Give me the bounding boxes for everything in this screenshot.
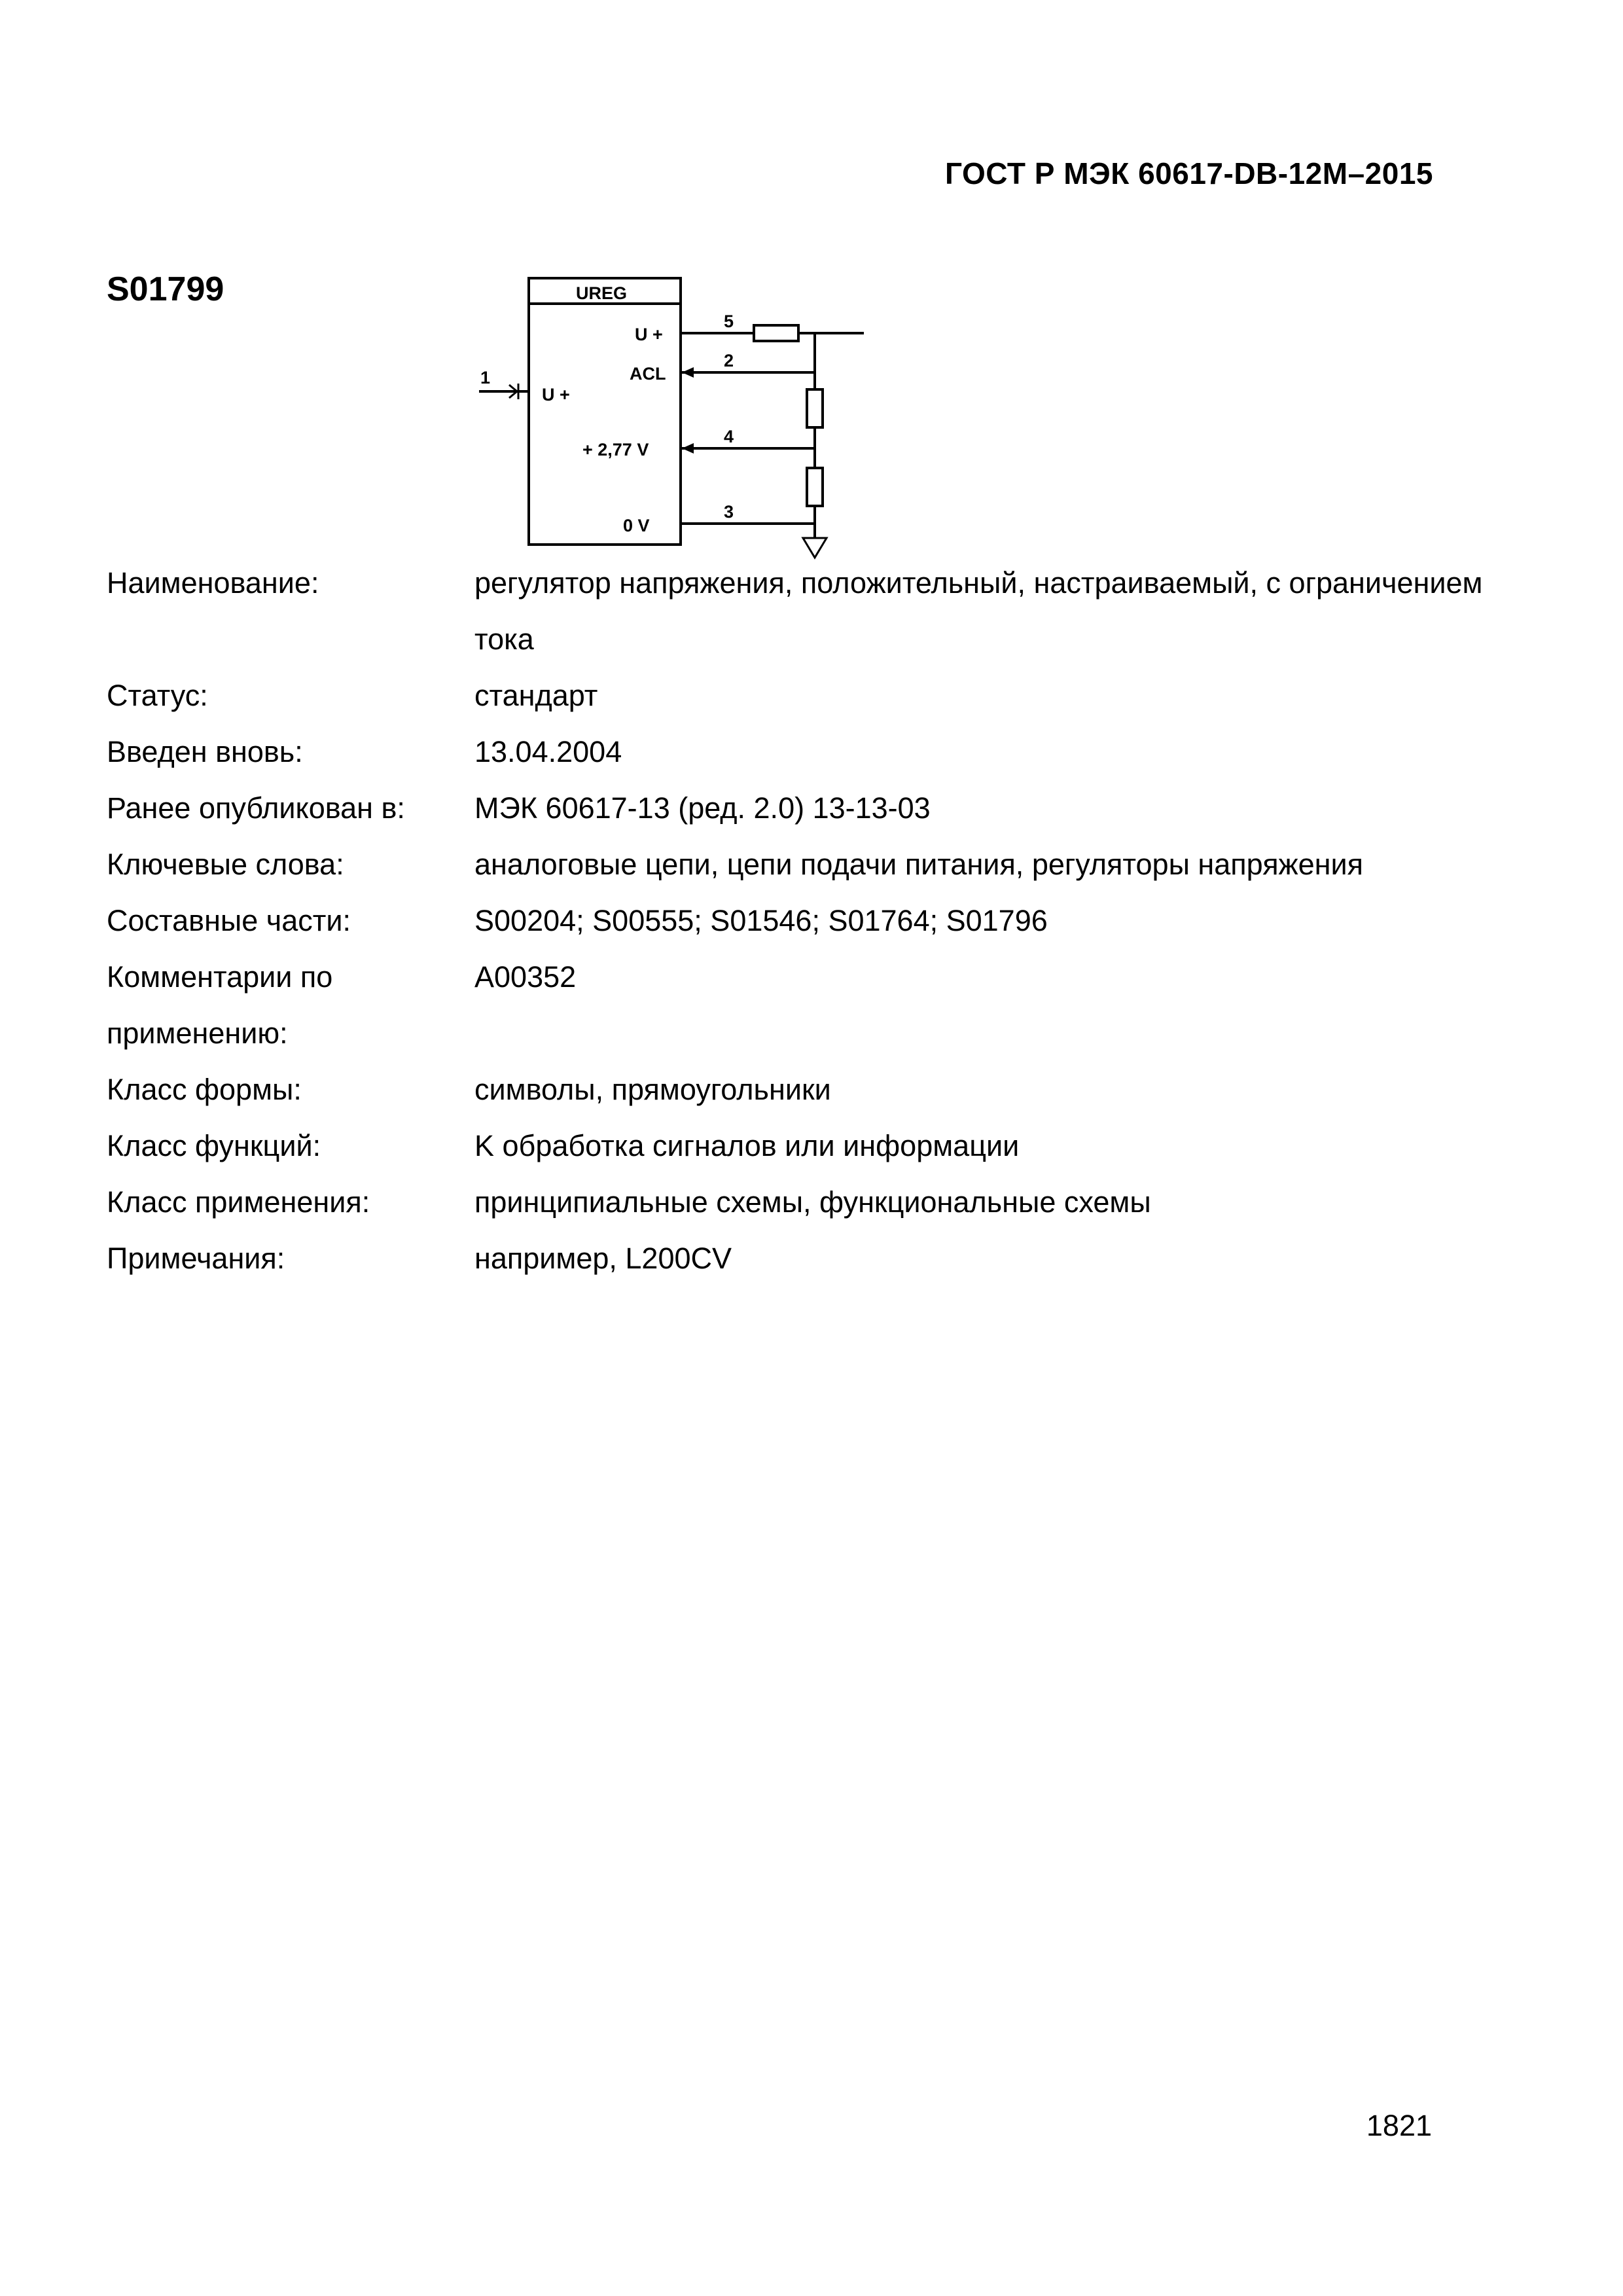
resistor-upper-icon — [807, 389, 823, 427]
property-label: Статус: — [107, 679, 208, 712]
output-label-u-plus: U + — [635, 325, 663, 344]
property-row-introduced — [107, 724, 1527, 780]
property-label: Наименование: — [107, 566, 319, 600]
symbol-id: S01799 — [107, 270, 224, 308]
property-value: например, L200CV — [474, 1242, 732, 1275]
property-label: Класс формы: — [107, 1073, 302, 1106]
resistor-series-icon — [754, 325, 798, 341]
acl-arrow-icon — [682, 367, 694, 378]
property-row-status — [107, 668, 1527, 724]
input-pin: 1 — [480, 368, 491, 387]
property-row-notes — [107, 1230, 1527, 1287]
property-label: Введен вновь: — [107, 735, 303, 768]
property-value: принципиальные схемы, функциональные схемы — [474, 1185, 1151, 1219]
output-pin-2: 2 — [724, 351, 734, 370]
property-value: стандарт — [474, 679, 598, 712]
property-label: Класс функций: — [107, 1129, 321, 1162]
output-label-0v: 0 V — [623, 516, 650, 535]
property-label: Составные части: — [107, 904, 351, 937]
property-value: аналоговые цепи, цепи подачи питания, регуляторы напряжения — [474, 848, 1364, 881]
property-row-previously-published — [107, 780, 1527, 836]
output-pin-3: 3 — [724, 502, 734, 522]
property-value: A00352 — [474, 960, 577, 994]
output-label-2-77v: + 2,77 V — [582, 440, 649, 459]
property-label: Класс применения: — [107, 1185, 370, 1219]
voltage-regulator-symbol-diagram — [458, 265, 916, 573]
page-number: 1821 — [1366, 2109, 1432, 2142]
symbol-properties — [107, 555, 1527, 1287]
output-label-acl: ACL — [630, 364, 666, 384]
property-label: Примечания: — [107, 1242, 285, 1275]
property-row-application-notes — [107, 949, 1527, 1062]
property-row-keywords — [107, 836, 1527, 893]
property-value: МЭК 60617-13 (ред. 2.0) 13-13-03 — [474, 791, 931, 825]
property-label: Ключевые слова: — [107, 848, 344, 881]
resistor-lower-icon — [807, 468, 823, 506]
property-value: K обработка сигналов или информации — [474, 1129, 1020, 1162]
property-row-shape-class — [107, 1062, 1527, 1118]
output-pin-5: 5 — [724, 312, 734, 331]
input-label: U + — [542, 385, 570, 404]
block-title: UREG — [576, 283, 628, 303]
property-row-components — [107, 893, 1527, 949]
property-value: символы, прямоугольники — [474, 1073, 831, 1106]
property-label: Ранее опубликован в: — [107, 791, 405, 825]
property-row-name — [107, 555, 1527, 668]
regulator-block — [529, 278, 681, 545]
standard-header: ГОСТ Р МЭК 60617-DB-12M–2015 — [945, 156, 1433, 190]
property-row-function-class — [107, 1118, 1527, 1174]
property-value: 13.04.2004 — [474, 735, 622, 768]
property-label: Комментарии по применению: — [107, 960, 333, 1050]
property-value: S00204; S00555; S01546; S01764; S01796 — [474, 904, 1048, 937]
property-row-application-class — [107, 1174, 1527, 1230]
output-pin-4: 4 — [724, 427, 734, 446]
property-value: регулятор напряжения, положительный, настраиваемый, с ограничением тока — [474, 566, 1483, 656]
v277-arrow-icon — [682, 443, 694, 454]
